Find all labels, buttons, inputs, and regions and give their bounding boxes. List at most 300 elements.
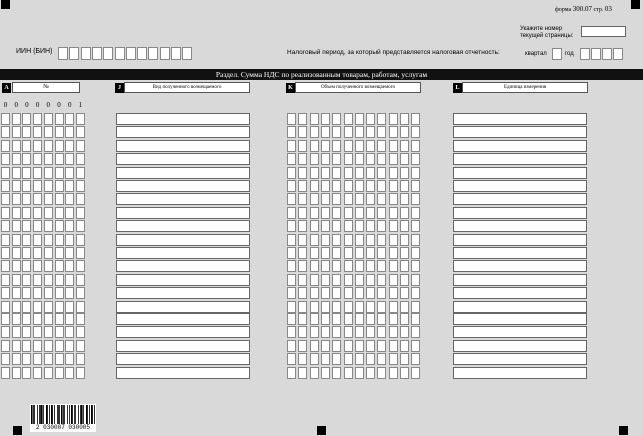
volume-digit-input[interactable] bbox=[411, 140, 420, 152]
volume-digit-input[interactable] bbox=[377, 234, 386, 246]
volume-digit-input[interactable] bbox=[344, 313, 353, 325]
row-number-cell[interactable] bbox=[22, 113, 31, 125]
volume-digit-input[interactable] bbox=[355, 274, 364, 286]
row-number-cell[interactable] bbox=[33, 247, 42, 259]
row-number-cell[interactable] bbox=[22, 193, 31, 205]
volume-digit-input[interactable] bbox=[366, 180, 375, 192]
year-digit-input[interactable] bbox=[602, 48, 612, 60]
volume-digit-input[interactable] bbox=[287, 367, 296, 379]
volume-digit-input[interactable] bbox=[344, 260, 353, 272]
volume-digit-input[interactable] bbox=[332, 287, 341, 299]
row-number-cell[interactable] bbox=[44, 126, 53, 138]
volume-digit-input[interactable] bbox=[332, 126, 341, 138]
volume-digit-input[interactable] bbox=[377, 180, 386, 192]
volume-digit-input[interactable] bbox=[321, 340, 330, 352]
row-number-cell[interactable] bbox=[22, 301, 31, 313]
volume-digit-input[interactable] bbox=[366, 340, 375, 352]
row-number-cell[interactable] bbox=[22, 260, 31, 272]
volume-digit-input[interactable] bbox=[287, 313, 296, 325]
volume-digit-input[interactable] bbox=[389, 313, 398, 325]
row-number-cell[interactable] bbox=[12, 274, 21, 286]
row-number-cell[interactable] bbox=[12, 326, 21, 338]
row-number-cell[interactable] bbox=[12, 207, 21, 219]
row-number-cell[interactable] bbox=[12, 140, 21, 152]
volume-digit-input[interactable] bbox=[298, 234, 307, 246]
volume-digit-input[interactable] bbox=[400, 153, 409, 165]
row-number-cell[interactable] bbox=[22, 274, 31, 286]
volume-digit-input[interactable] bbox=[366, 313, 375, 325]
row-number-cell[interactable] bbox=[1, 180, 10, 192]
volume-digit-input[interactable] bbox=[366, 113, 375, 125]
volume-digit-input[interactable] bbox=[321, 220, 330, 232]
row-number-cell[interactable] bbox=[76, 153, 85, 165]
volume-digit-input[interactable] bbox=[287, 247, 296, 259]
volume-digit-input[interactable] bbox=[287, 274, 296, 286]
volume-digit-input[interactable] bbox=[287, 234, 296, 246]
unit-field[interactable] bbox=[453, 167, 587, 179]
row-number-cell[interactable] bbox=[55, 367, 64, 379]
row-number-cell[interactable] bbox=[55, 326, 64, 338]
volume-digit-input[interactable] bbox=[310, 287, 319, 299]
row-number-cell[interactable] bbox=[44, 113, 53, 125]
row-number-cell[interactable] bbox=[55, 353, 64, 365]
row-number-cell[interactable] bbox=[12, 193, 21, 205]
volume-digit-input[interactable] bbox=[411, 234, 420, 246]
volume-digit-input[interactable] bbox=[355, 180, 364, 192]
volume-digit-input[interactable] bbox=[355, 113, 364, 125]
row-number-cell[interactable] bbox=[65, 274, 74, 286]
unit-field[interactable] bbox=[453, 367, 587, 379]
row-number-cell[interactable] bbox=[65, 313, 74, 325]
unit-field[interactable] bbox=[453, 326, 587, 338]
row-number-cell[interactable] bbox=[12, 167, 21, 179]
volume-digit-input[interactable] bbox=[400, 113, 409, 125]
iin-digit-input[interactable] bbox=[115, 47, 125, 60]
row-number-cell[interactable] bbox=[33, 207, 42, 219]
row-number-cell[interactable] bbox=[33, 126, 42, 138]
row-number-cell[interactable] bbox=[33, 301, 42, 313]
row-number-cell[interactable] bbox=[76, 287, 85, 299]
row-number-cell[interactable] bbox=[1, 340, 10, 352]
row-number-cell[interactable] bbox=[1, 113, 10, 125]
row-number-cell[interactable] bbox=[55, 126, 64, 138]
row-number-cell[interactable] bbox=[44, 301, 53, 313]
volume-digit-input[interactable] bbox=[298, 340, 307, 352]
row-number-cell[interactable] bbox=[33, 193, 42, 205]
volume-digit-input[interactable] bbox=[310, 220, 319, 232]
volume-digit-input[interactable] bbox=[355, 153, 364, 165]
volume-digit-input[interactable] bbox=[389, 140, 398, 152]
row-number-cell[interactable] bbox=[76, 274, 85, 286]
row-number-cell[interactable] bbox=[22, 207, 31, 219]
volume-digit-input[interactable] bbox=[287, 140, 296, 152]
volume-digit-input[interactable] bbox=[344, 113, 353, 125]
volume-digit-input[interactable] bbox=[400, 220, 409, 232]
volume-digit-input[interactable] bbox=[411, 193, 420, 205]
product-type-field[interactable] bbox=[116, 234, 250, 246]
volume-digit-input[interactable] bbox=[389, 207, 398, 219]
volume-digit-input[interactable] bbox=[321, 153, 330, 165]
volume-digit-input[interactable] bbox=[366, 220, 375, 232]
volume-digit-input[interactable] bbox=[377, 153, 386, 165]
row-number-cell[interactable] bbox=[76, 313, 85, 325]
volume-digit-input[interactable] bbox=[366, 126, 375, 138]
iin-digit-input[interactable] bbox=[160, 47, 170, 60]
volume-digit-input[interactable] bbox=[310, 234, 319, 246]
volume-digit-input[interactable] bbox=[298, 126, 307, 138]
volume-digit-input[interactable] bbox=[287, 193, 296, 205]
volume-digit-input[interactable] bbox=[366, 247, 375, 259]
row-number-cell[interactable] bbox=[22, 353, 31, 365]
row-number-cell[interactable] bbox=[1, 326, 10, 338]
volume-digit-input[interactable] bbox=[400, 193, 409, 205]
row-number-cell[interactable] bbox=[65, 247, 74, 259]
row-number-cell[interactable] bbox=[44, 247, 53, 259]
row-number-cell[interactable] bbox=[44, 313, 53, 325]
volume-digit-input[interactable] bbox=[377, 167, 386, 179]
volume-digit-input[interactable] bbox=[321, 367, 330, 379]
volume-digit-input[interactable] bbox=[355, 353, 364, 365]
volume-digit-input[interactable] bbox=[355, 260, 364, 272]
row-number-cell[interactable] bbox=[44, 367, 53, 379]
volume-digit-input[interactable] bbox=[400, 274, 409, 286]
volume-digit-input[interactable] bbox=[321, 287, 330, 299]
volume-digit-input[interactable] bbox=[310, 367, 319, 379]
row-number-cell[interactable] bbox=[55, 140, 64, 152]
volume-digit-input[interactable] bbox=[298, 167, 307, 179]
volume-digit-input[interactable] bbox=[321, 193, 330, 205]
row-number-cell[interactable] bbox=[55, 234, 64, 246]
volume-digit-input[interactable] bbox=[411, 287, 420, 299]
row-number-cell[interactable] bbox=[33, 113, 42, 125]
product-type-field[interactable] bbox=[116, 340, 250, 352]
volume-digit-input[interactable] bbox=[366, 367, 375, 379]
unit-field[interactable] bbox=[453, 126, 587, 138]
row-number-cell[interactable] bbox=[22, 140, 31, 152]
row-number-cell[interactable] bbox=[76, 193, 85, 205]
unit-field[interactable] bbox=[453, 247, 587, 259]
volume-digit-input[interactable] bbox=[298, 326, 307, 338]
volume-digit-input[interactable] bbox=[298, 301, 307, 313]
row-number-cell[interactable] bbox=[44, 207, 53, 219]
row-number-cell[interactable] bbox=[65, 207, 74, 219]
row-number-cell[interactable] bbox=[1, 247, 10, 259]
volume-digit-input[interactable] bbox=[377, 287, 386, 299]
row-number-cell[interactable] bbox=[55, 207, 64, 219]
product-type-field[interactable] bbox=[116, 167, 250, 179]
volume-digit-input[interactable] bbox=[366, 287, 375, 299]
volume-digit-input[interactable] bbox=[355, 207, 364, 219]
product-type-field[interactable] bbox=[116, 353, 250, 365]
volume-digit-input[interactable] bbox=[377, 260, 386, 272]
iin-digit-input[interactable] bbox=[137, 47, 147, 60]
volume-digit-input[interactable] bbox=[298, 220, 307, 232]
volume-digit-input[interactable] bbox=[389, 353, 398, 365]
row-number-cell[interactable] bbox=[55, 340, 64, 352]
volume-digit-input[interactable] bbox=[411, 180, 420, 192]
volume-digit-input[interactable] bbox=[400, 340, 409, 352]
row-number-cell[interactable] bbox=[76, 367, 85, 379]
row-number-cell[interactable] bbox=[65, 326, 74, 338]
row-number-cell[interactable] bbox=[44, 153, 53, 165]
volume-digit-input[interactable] bbox=[377, 113, 386, 125]
volume-digit-input[interactable] bbox=[321, 313, 330, 325]
row-number-cell[interactable] bbox=[22, 247, 31, 259]
product-type-field[interactable] bbox=[116, 220, 250, 232]
row-number-cell[interactable] bbox=[12, 313, 21, 325]
row-number-cell[interactable] bbox=[12, 287, 21, 299]
iin-digit-input[interactable] bbox=[126, 47, 136, 60]
volume-digit-input[interactable] bbox=[310, 326, 319, 338]
volume-digit-input[interactable] bbox=[389, 126, 398, 138]
unit-field[interactable] bbox=[453, 353, 587, 365]
volume-digit-input[interactable] bbox=[366, 353, 375, 365]
volume-digit-input[interactable] bbox=[400, 313, 409, 325]
row-number-cell[interactable] bbox=[55, 274, 64, 286]
row-number-cell[interactable] bbox=[22, 326, 31, 338]
volume-digit-input[interactable] bbox=[355, 234, 364, 246]
volume-digit-input[interactable] bbox=[355, 220, 364, 232]
iin-digit-input[interactable] bbox=[58, 47, 68, 60]
row-number-cell[interactable] bbox=[33, 340, 42, 352]
volume-digit-input[interactable] bbox=[310, 180, 319, 192]
row-number-cell[interactable] bbox=[55, 193, 64, 205]
row-number-cell[interactable] bbox=[65, 301, 74, 313]
volume-digit-input[interactable] bbox=[400, 287, 409, 299]
volume-digit-input[interactable] bbox=[411, 274, 420, 286]
row-number-cell[interactable] bbox=[1, 260, 10, 272]
unit-field[interactable] bbox=[453, 301, 587, 313]
volume-digit-input[interactable] bbox=[310, 113, 319, 125]
row-number-cell[interactable] bbox=[76, 260, 85, 272]
volume-digit-input[interactable] bbox=[377, 313, 386, 325]
row-number-cell[interactable] bbox=[44, 353, 53, 365]
volume-digit-input[interactable] bbox=[344, 353, 353, 365]
volume-digit-input[interactable] bbox=[321, 274, 330, 286]
row-number-cell[interactable] bbox=[33, 180, 42, 192]
row-number-cell[interactable] bbox=[55, 113, 64, 125]
volume-digit-input[interactable] bbox=[389, 113, 398, 125]
volume-digit-input[interactable] bbox=[287, 207, 296, 219]
volume-digit-input[interactable] bbox=[287, 220, 296, 232]
volume-digit-input[interactable] bbox=[310, 153, 319, 165]
row-number-cell[interactable] bbox=[65, 153, 74, 165]
volume-digit-input[interactable] bbox=[389, 274, 398, 286]
row-number-cell[interactable] bbox=[44, 193, 53, 205]
row-number-cell[interactable] bbox=[1, 207, 10, 219]
volume-digit-input[interactable] bbox=[310, 193, 319, 205]
volume-digit-input[interactable] bbox=[355, 367, 364, 379]
volume-digit-input[interactable] bbox=[355, 247, 364, 259]
row-number-cell[interactable] bbox=[55, 301, 64, 313]
volume-digit-input[interactable] bbox=[298, 274, 307, 286]
unit-field[interactable] bbox=[453, 340, 587, 352]
volume-digit-input[interactable] bbox=[332, 274, 341, 286]
row-number-cell[interactable] bbox=[33, 287, 42, 299]
volume-digit-input[interactable] bbox=[355, 301, 364, 313]
row-number-cell[interactable] bbox=[76, 167, 85, 179]
volume-digit-input[interactable] bbox=[366, 234, 375, 246]
product-type-field[interactable] bbox=[116, 140, 250, 152]
row-number-cell[interactable] bbox=[1, 353, 10, 365]
product-type-field[interactable] bbox=[116, 367, 250, 379]
volume-digit-input[interactable] bbox=[355, 193, 364, 205]
product-type-field[interactable] bbox=[116, 193, 250, 205]
year-digit-input[interactable] bbox=[580, 48, 590, 60]
year-digit-input[interactable] bbox=[613, 48, 623, 60]
row-number-cell[interactable] bbox=[76, 180, 85, 192]
volume-digit-input[interactable] bbox=[366, 140, 375, 152]
volume-digit-input[interactable] bbox=[287, 180, 296, 192]
volume-digit-input[interactable] bbox=[344, 340, 353, 352]
product-type-field[interactable] bbox=[116, 274, 250, 286]
row-number-cell[interactable] bbox=[12, 180, 21, 192]
volume-digit-input[interactable] bbox=[344, 207, 353, 219]
iin-digit-input[interactable] bbox=[148, 47, 158, 60]
row-number-cell[interactable] bbox=[33, 260, 42, 272]
volume-digit-input[interactable] bbox=[321, 180, 330, 192]
volume-digit-input[interactable] bbox=[298, 287, 307, 299]
row-number-cell[interactable] bbox=[1, 220, 10, 232]
volume-digit-input[interactable] bbox=[332, 140, 341, 152]
volume-digit-input[interactable] bbox=[377, 126, 386, 138]
volume-digit-input[interactable] bbox=[321, 234, 330, 246]
volume-digit-input[interactable] bbox=[332, 220, 341, 232]
volume-digit-input[interactable] bbox=[298, 193, 307, 205]
unit-field[interactable] bbox=[453, 260, 587, 272]
year-digit-input[interactable] bbox=[591, 48, 601, 60]
volume-digit-input[interactable] bbox=[389, 193, 398, 205]
unit-field[interactable] bbox=[453, 274, 587, 286]
volume-digit-input[interactable] bbox=[355, 340, 364, 352]
row-number-cell[interactable] bbox=[22, 126, 31, 138]
row-number-cell[interactable] bbox=[76, 220, 85, 232]
row-number-cell[interactable] bbox=[33, 353, 42, 365]
volume-digit-input[interactable] bbox=[389, 287, 398, 299]
row-number-cell[interactable] bbox=[33, 274, 42, 286]
volume-digit-input[interactable] bbox=[355, 167, 364, 179]
volume-digit-input[interactable] bbox=[400, 260, 409, 272]
row-number-cell[interactable] bbox=[12, 353, 21, 365]
iin-digit-input[interactable] bbox=[182, 47, 192, 60]
row-number-cell[interactable] bbox=[12, 126, 21, 138]
volume-digit-input[interactable] bbox=[377, 340, 386, 352]
volume-digit-input[interactable] bbox=[400, 140, 409, 152]
volume-digit-input[interactable] bbox=[344, 140, 353, 152]
unit-field[interactable] bbox=[453, 140, 587, 152]
row-number-cell[interactable] bbox=[76, 140, 85, 152]
volume-digit-input[interactable] bbox=[411, 207, 420, 219]
row-number-cell[interactable] bbox=[1, 167, 10, 179]
row-number-cell[interactable] bbox=[44, 326, 53, 338]
volume-digit-input[interactable] bbox=[332, 234, 341, 246]
volume-digit-input[interactable] bbox=[287, 126, 296, 138]
row-number-cell[interactable] bbox=[1, 367, 10, 379]
row-number-cell[interactable] bbox=[22, 234, 31, 246]
volume-digit-input[interactable] bbox=[287, 301, 296, 313]
quarter-input[interactable] bbox=[552, 48, 562, 60]
volume-digit-input[interactable] bbox=[411, 340, 420, 352]
row-number-cell[interactable] bbox=[55, 247, 64, 259]
volume-digit-input[interactable] bbox=[366, 207, 375, 219]
volume-digit-input[interactable] bbox=[287, 326, 296, 338]
unit-field[interactable] bbox=[453, 180, 587, 192]
product-type-field[interactable] bbox=[116, 180, 250, 192]
row-number-cell[interactable] bbox=[44, 274, 53, 286]
volume-digit-input[interactable] bbox=[366, 167, 375, 179]
volume-digit-input[interactable] bbox=[287, 260, 296, 272]
volume-digit-input[interactable] bbox=[287, 340, 296, 352]
volume-digit-input[interactable] bbox=[298, 207, 307, 219]
volume-digit-input[interactable] bbox=[355, 140, 364, 152]
volume-digit-input[interactable] bbox=[377, 247, 386, 259]
volume-digit-input[interactable] bbox=[411, 301, 420, 313]
volume-digit-input[interactable] bbox=[389, 301, 398, 313]
row-number-cell[interactable] bbox=[12, 220, 21, 232]
volume-digit-input[interactable] bbox=[332, 153, 341, 165]
volume-digit-input[interactable] bbox=[411, 260, 420, 272]
volume-digit-input[interactable] bbox=[332, 313, 341, 325]
volume-digit-input[interactable] bbox=[321, 167, 330, 179]
volume-digit-input[interactable] bbox=[400, 207, 409, 219]
volume-digit-input[interactable] bbox=[366, 153, 375, 165]
row-number-cell[interactable] bbox=[44, 260, 53, 272]
row-number-cell[interactable] bbox=[1, 140, 10, 152]
volume-digit-input[interactable] bbox=[366, 193, 375, 205]
row-number-cell[interactable] bbox=[1, 313, 10, 325]
volume-digit-input[interactable] bbox=[400, 234, 409, 246]
volume-digit-input[interactable] bbox=[332, 167, 341, 179]
volume-digit-input[interactable] bbox=[344, 247, 353, 259]
row-number-cell[interactable] bbox=[76, 340, 85, 352]
volume-digit-input[interactable] bbox=[377, 220, 386, 232]
volume-digit-input[interactable] bbox=[332, 260, 341, 272]
volume-digit-input[interactable] bbox=[366, 326, 375, 338]
volume-digit-input[interactable] bbox=[366, 274, 375, 286]
volume-digit-input[interactable] bbox=[344, 167, 353, 179]
volume-digit-input[interactable] bbox=[377, 193, 386, 205]
row-number-cell[interactable] bbox=[65, 287, 74, 299]
row-number-cell[interactable] bbox=[44, 180, 53, 192]
volume-digit-input[interactable] bbox=[411, 126, 420, 138]
row-number-cell[interactable] bbox=[55, 167, 64, 179]
volume-digit-input[interactable] bbox=[389, 260, 398, 272]
unit-field[interactable] bbox=[453, 193, 587, 205]
volume-digit-input[interactable] bbox=[411, 153, 420, 165]
volume-digit-input[interactable] bbox=[298, 153, 307, 165]
unit-field[interactable] bbox=[453, 220, 587, 232]
volume-digit-input[interactable] bbox=[321, 247, 330, 259]
current-page-input[interactable] bbox=[581, 26, 626, 37]
volume-digit-input[interactable] bbox=[377, 367, 386, 379]
row-number-cell[interactable] bbox=[76, 234, 85, 246]
row-number-cell[interactable] bbox=[55, 153, 64, 165]
volume-digit-input[interactable] bbox=[389, 153, 398, 165]
volume-digit-input[interactable] bbox=[344, 274, 353, 286]
product-type-field[interactable] bbox=[116, 153, 250, 165]
volume-digit-input[interactable] bbox=[377, 301, 386, 313]
volume-digit-input[interactable] bbox=[377, 140, 386, 152]
row-number-cell[interactable] bbox=[65, 167, 74, 179]
volume-digit-input[interactable] bbox=[321, 326, 330, 338]
row-number-cell[interactable] bbox=[65, 220, 74, 232]
volume-digit-input[interactable] bbox=[355, 287, 364, 299]
volume-digit-input[interactable] bbox=[321, 260, 330, 272]
volume-digit-input[interactable] bbox=[400, 247, 409, 259]
volume-digit-input[interactable] bbox=[321, 301, 330, 313]
row-number-cell[interactable] bbox=[65, 234, 74, 246]
volume-digit-input[interactable] bbox=[332, 301, 341, 313]
